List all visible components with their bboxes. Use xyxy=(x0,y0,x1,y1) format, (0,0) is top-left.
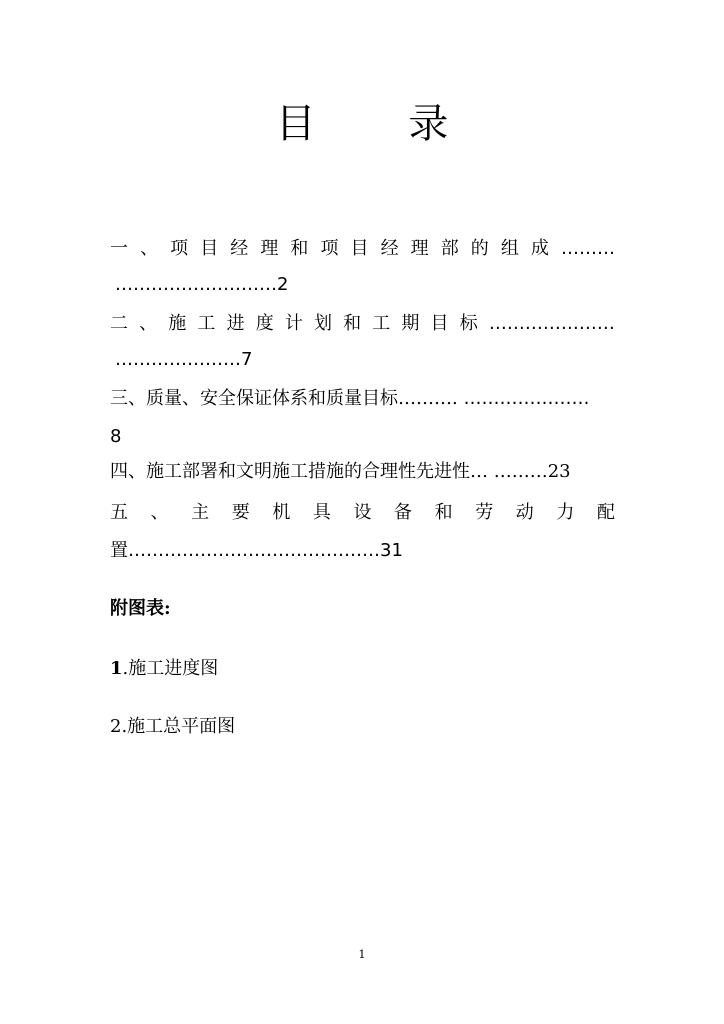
toc-entry-1-line-1[interactable] xyxy=(110,236,615,262)
toc-char: 成 xyxy=(530,238,549,259)
toc-leader-dots: ………………… xyxy=(463,388,590,409)
toc-char: 、 xyxy=(150,502,169,523)
toc-entry-text: 置 xyxy=(110,540,128,561)
appendix-item-1 xyxy=(110,656,218,682)
toc-char: 和 xyxy=(290,238,309,259)
toc-char: 目 xyxy=(200,238,219,259)
toc-char: 标 xyxy=(459,313,478,334)
toc-char: 劳 xyxy=(475,502,494,523)
toc-leader-dots: ………23 xyxy=(493,461,571,482)
page-number: 1 xyxy=(358,948,366,961)
toc-entry-3-line-1[interactable] xyxy=(110,386,615,412)
toc-char: 度 xyxy=(255,313,274,334)
toc-char: 划 xyxy=(313,313,332,334)
toc-char: 期 xyxy=(401,313,420,334)
toc-entry-3-line-2[interactable]: 8 xyxy=(110,426,122,447)
toc-char: 理 xyxy=(260,238,279,259)
toc-char: 目 xyxy=(430,313,449,334)
appendix-label: 附图表: xyxy=(110,598,171,619)
toc-char: 施 xyxy=(168,313,187,334)
toc-entry-5-line-2[interactable] xyxy=(110,538,615,564)
appendix-item-2 xyxy=(110,714,235,740)
toc-leader-dots: ……………………………………31 xyxy=(128,540,403,561)
toc-leader-dots: ………………… xyxy=(488,313,615,334)
page-title: 目 录 xyxy=(275,101,489,147)
toc-char: 和 xyxy=(434,502,453,523)
toc-char: 配 xyxy=(596,502,615,523)
toc-char: 项 xyxy=(170,238,189,259)
toc-char: 部 xyxy=(440,238,459,259)
toc-char: 设 xyxy=(353,502,372,523)
toc-char: 要 xyxy=(231,502,250,523)
toc-char: 工 xyxy=(197,313,216,334)
toc-char: 五 xyxy=(110,502,128,523)
toc-char: 二 xyxy=(110,313,128,334)
toc-char: 动 xyxy=(515,502,534,523)
appendix-item-text: .施工总平面图 xyxy=(121,716,236,737)
toc-char: 经 xyxy=(230,238,249,259)
toc-entry-text: 四、施工部署和文明施工措施的合理性先进性… xyxy=(110,461,488,482)
toc-char: 目 xyxy=(350,238,369,259)
toc-leader-dots: ……… xyxy=(560,238,615,259)
toc-char: 经 xyxy=(380,238,399,259)
toc-char: 、 xyxy=(140,238,159,259)
toc-char: 的 xyxy=(470,238,489,259)
toc-entry-2-line-1[interactable] xyxy=(110,311,615,337)
toc-char: 、 xyxy=(139,313,158,334)
toc-char: 进 xyxy=(226,313,245,334)
toc-char: 理 xyxy=(410,238,429,259)
toc-char: 计 xyxy=(284,313,303,334)
toc-char: 和 xyxy=(343,313,362,334)
toc-char: 项 xyxy=(320,238,339,259)
toc-char: 工 xyxy=(372,313,391,334)
toc-char: 机 xyxy=(272,502,291,523)
appendix-item-text: .施工进度图 xyxy=(122,658,219,679)
toc-entry-4-line-1[interactable] xyxy=(110,459,615,485)
appendix-item-number: 1 xyxy=(110,658,123,679)
toc-char: 具 xyxy=(312,502,331,523)
toc-entry-1-line-2[interactable]: ………………………2 xyxy=(115,274,289,295)
toc-char: 主 xyxy=(191,502,210,523)
toc-entry-2-line-2[interactable]: …………………7 xyxy=(115,349,253,370)
toc-char: 一 xyxy=(110,238,128,259)
toc-char: 备 xyxy=(394,502,413,523)
toc-entry-text: 三、质量、安全保证体系和质量目标………. xyxy=(110,388,458,409)
appendix-item-number: 2 xyxy=(110,716,122,737)
toc-char: 力 xyxy=(556,502,575,523)
toc-entry-5-line-1[interactable] xyxy=(110,500,615,526)
toc-char: 组 xyxy=(500,238,519,259)
